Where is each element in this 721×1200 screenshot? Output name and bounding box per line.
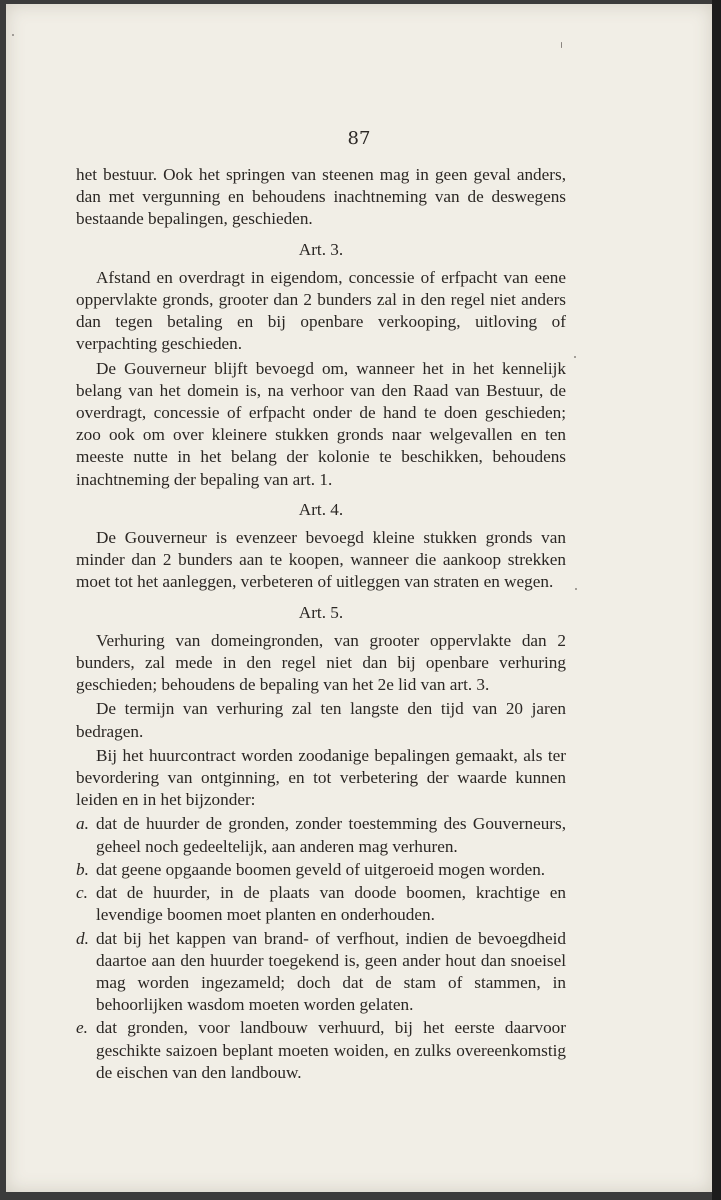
list-item xyxy=(76,882,566,926)
list-marker: a. xyxy=(76,814,89,834)
paper-speck xyxy=(575,588,577,590)
article-4-heading: Art. 4. xyxy=(298,499,344,519)
paper-speck xyxy=(12,34,14,36)
paper-speck xyxy=(561,42,562,48)
paper-speck xyxy=(574,356,576,358)
article-3-paragraph-1: Afstand en overdragt in eigendom, concessie of erfpacht van eene oppervlakte gronds, grooter dan 2 bunders zal in den regel niet anders dan tegen betaling en bij openbare verkooping, uitloving of verpachting geschieden. xyxy=(76,267,566,354)
list-item xyxy=(76,813,566,857)
article-5-paragraph-3: Bij het huurcontract worden zoodanige bepalingen gemaakt, als ter bevordering van ontginning, en tot verbetering der waarde kunnen leiden en in het bijzonder: xyxy=(76,745,566,810)
list-marker: b. xyxy=(76,859,89,879)
list-item-text: dat de huurder, in de plaats van doode boomen, krachtige en levendige boomen moet planten en onderhouden. xyxy=(96,883,566,925)
intro-paragraph: het bestuur. Ook het springen van steenen mag in geen geval anders, dan met vergunning en behoudens inachtneming van de deswegens bestaande bepalingen, geschieden. xyxy=(76,165,566,229)
list-item-text: dat bij het kappen van brand- of verfhout, indien de bevoegdheid daartoe aan den huurder toegekend is, geen ander hout dan snoeisel mag worden ingezameld; doch dat de stam of stammen, in behoorlijken wasdom moeten worden gelaten. xyxy=(96,928,566,1015)
list-item-text: dat de huurder de gronden, zonder toestemming des Gouverneurs, geheel noch gedeeltelijk, aan anderen mag verhuren. xyxy=(96,814,566,856)
list-marker: d. xyxy=(76,928,89,948)
scan-edge xyxy=(712,0,721,1200)
list-item xyxy=(76,928,566,1017)
list-marker: c. xyxy=(76,883,88,903)
article-5-heading: Art. 5. xyxy=(298,602,344,622)
article-5-paragraph-2: De termijn van verhuring zal ten langste den tijd van 20 jaren bedragen. xyxy=(76,699,566,741)
article-5-paragraph-1: Verhuring van domeingronden, van grooter oppervlakte dan 2 bunders, zal mede in den regel niet dan bij openbare verhuring geschieden; behoudens de bepaling van het 2e lid van art. 3. xyxy=(76,630,566,695)
list-item-text: dat geene opgaande boomen geveld of uitgeroeid mogen worden. xyxy=(96,859,546,879)
list-marker: e. xyxy=(76,1018,88,1038)
list-item xyxy=(76,859,566,881)
book-page xyxy=(6,4,712,1192)
list-item-text: dat gronden, voor landbouw verhuurd, bij het eerste daarvoor geschikte saizoen beplant moeten woiden, en zulks overeenkomstig de eischen van den landbouw. xyxy=(96,1018,566,1082)
list-item xyxy=(76,1017,566,1084)
article-3-heading: Art. 3. xyxy=(298,239,344,259)
article-3-paragraph-2: De Gouverneur blijft bevoegd om, wanneer het in het kennelijk belang van het domein is, na verhoor van den Raad van Bestuur, de overdragt, concessie of erfpacht onder de hand te doen geschieden; zoo ook om over kleinere stukken gronds naar welgevallen en ten meeste nutte in het belang der kolonie te beschikken, behoudens inachtneming der bepaling van art. 1. xyxy=(76,358,566,489)
page-number: 87 xyxy=(347,128,371,149)
page-body xyxy=(76,164,566,1085)
article-4-paragraph-1: De Gouverneur is evenzeer bevoegd kleine stukken gronds van minder dan 2 bunders aan te koopen, wanneer die aankoop strekken moet tot het aanleggen, verbeteren of uitleggen van straten en wegen. xyxy=(76,528,566,592)
